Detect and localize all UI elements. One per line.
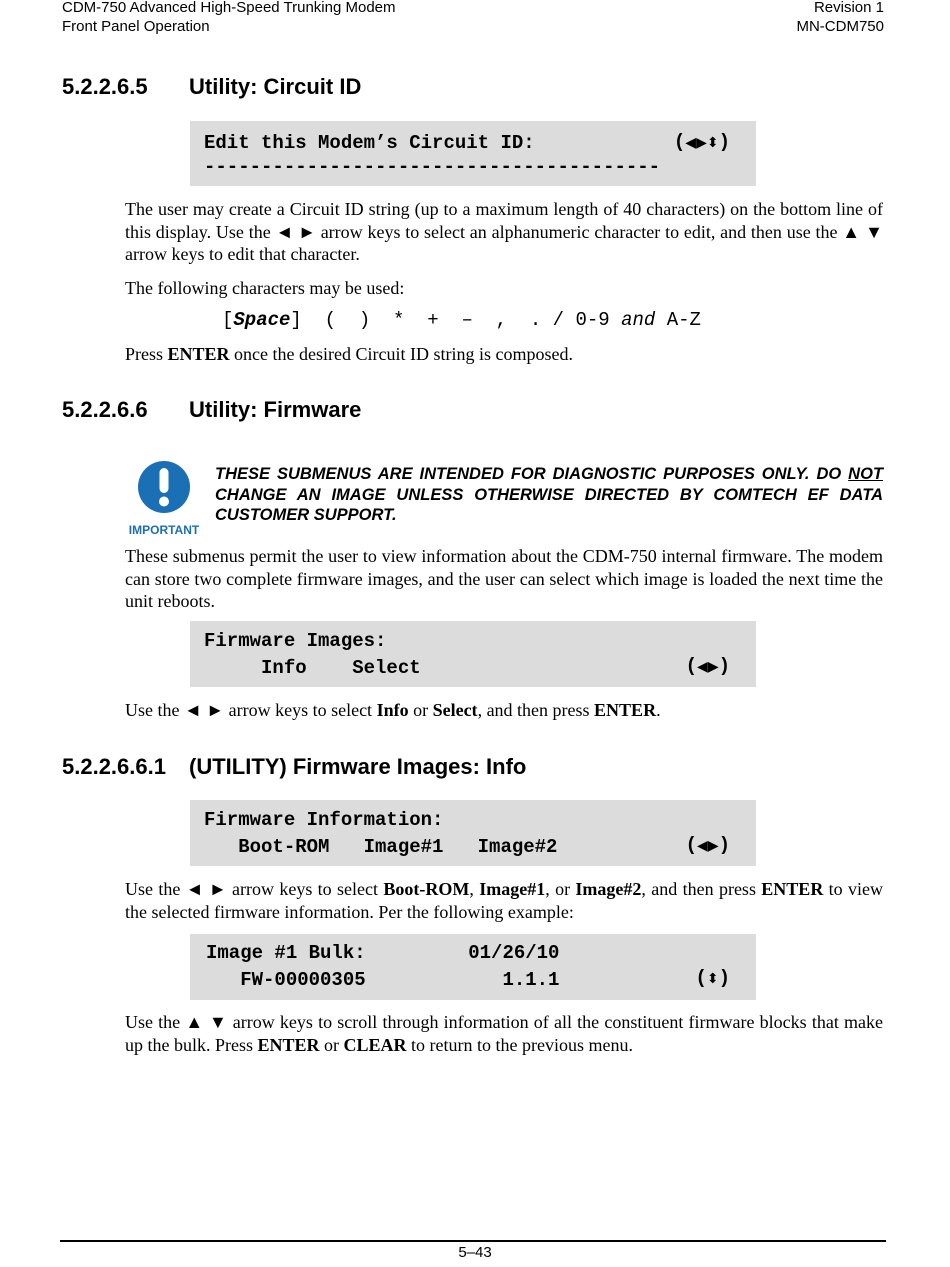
doc-number: MN-CDM750: [796, 18, 884, 35]
lcd-nav-indicator: (⬍): [695, 967, 730, 989]
lcd-nav-indicator: (◀▶⬍): [673, 131, 730, 153]
right-arrow-icon: ▶: [696, 135, 707, 151]
page-header-left: [62, 0, 396, 36]
lcd-line-2: ----------------------------------------: [204, 156, 661, 178]
section-heading-firmware: [62, 397, 361, 423]
lcd-image-bulk: [190, 934, 756, 1000]
left-arrow-icon: ◀: [697, 659, 708, 675]
doc-title: CDM-750 Advanced High-Speed Trunking Modem: [62, 0, 396, 16]
right-arrow-icon: ▶: [707, 838, 719, 854]
warning-text: THESE SUBMENUS ARE INTENDED FOR DIAGNOSTIC PURPOSES ONLY. DO NOT CHANGE AN IMAGE UNLESS OTHERWISE DIRECTED BY COMTECH EF DATA CUSTOMER SUPPORT.: [215, 465, 883, 524]
allowed-characters: [Space] ( ) * + – , . / 0-9 and A-Z: [222, 309, 701, 331]
not-emphasis: NOT: [848, 465, 883, 483]
section-title: Utility: Firmware: [189, 397, 362, 422]
paragraph-allowed-chars: The following characters may be used:: [125, 278, 405, 298]
lcd-line-2: FW-00000305 1.1.1: [206, 969, 560, 991]
paragraph-press-enter: Press ENTER once the desired Circuit ID string is composed.: [125, 344, 573, 364]
left-arrow-icon: ◀: [697, 838, 708, 854]
page-header-right: [796, 0, 884, 36]
section-title: (UTILITY) Firmware Images: Info: [189, 754, 527, 779]
section-number: 5.2.2.6.5: [62, 74, 148, 99]
lcd-circuit-id: [190, 121, 756, 186]
section-heading-firmware-info: [62, 754, 526, 780]
paragraph-scroll-bulk: Use the ▲ ▼ arrow keys to scroll through information of all the constituent firmware blocks that make up the bulk. Press ENTER or CLEAR to return to the previous menu.: [125, 1012, 883, 1055]
revision: Revision 1: [813, 0, 884, 16]
exclamation-icon: [126, 460, 202, 518]
paragraph-select-info: Use the ◄ ► arrow keys to select Info or Select, and then press ENTER.: [125, 700, 661, 720]
lcd-nav-indicator: (◀▶): [685, 655, 730, 677]
section-heading-circuit-id: [62, 74, 361, 100]
lcd-firmware-images: [190, 621, 756, 687]
lcd-line-1: Firmware Images:: [204, 630, 387, 652]
right-arrow-icon: ▶: [707, 659, 719, 675]
space-token: Space: [233, 309, 291, 331]
important-notice-icon: [126, 460, 202, 537]
section-title: Utility: Circuit ID: [189, 74, 362, 99]
section-number: 5.2.2.6.6: [62, 397, 148, 422]
lcd-line-2: Info Select: [204, 657, 421, 679]
section-number: 5.2.2.6.6.1: [62, 754, 166, 779]
important-label: IMPORTANT: [128, 523, 200, 537]
paragraph-firmware-intro: These submenus permit the user to view information about the CDM-750 internal firmware. The modem can store two complete firmware images, and the user can select which image is loaded the next time the unit reboots.: [125, 546, 883, 611]
and-token: and: [621, 309, 656, 331]
left-arrow-icon: ◀: [685, 135, 697, 151]
lcd-firmware-information: [190, 800, 756, 866]
up-down-arrow-icon: ⬍: [706, 971, 719, 987]
footer-divider: [60, 1240, 886, 1242]
lcd-line-1: Image #1 Bulk: 01/26/10: [206, 942, 560, 964]
lcd-nav-indicator: (◀▶): [685, 834, 730, 856]
paragraph-circuit-id-intro: The user may create a Circuit ID string (up to a maximum length of 40 characters) on the bottom line of this display. Use the ◄ ► arrow keys to select an alphanumeric character to edit, and then use the ▲ ▼ arrow keys to edit that character.: [125, 199, 883, 264]
chapter-title: Front Panel Operation: [62, 18, 210, 35]
paragraph-select-image: Use the ◄ ► arrow keys to select Boot-ROM, Image#1, or Image#2, and then press ENTER to view the selected firmware information. Per the following example:: [125, 879, 884, 922]
up-down-arrow-icon: ⬍: [706, 135, 719, 151]
page-number: 5–43: [458, 1244, 492, 1261]
lcd-line-2: Boot-ROM Image#1 Image#2: [204, 836, 558, 858]
lcd-line-1: Firmware Information:: [204, 809, 444, 831]
lcd-line-1: Edit this Modem’s Circuit ID:: [204, 132, 535, 154]
